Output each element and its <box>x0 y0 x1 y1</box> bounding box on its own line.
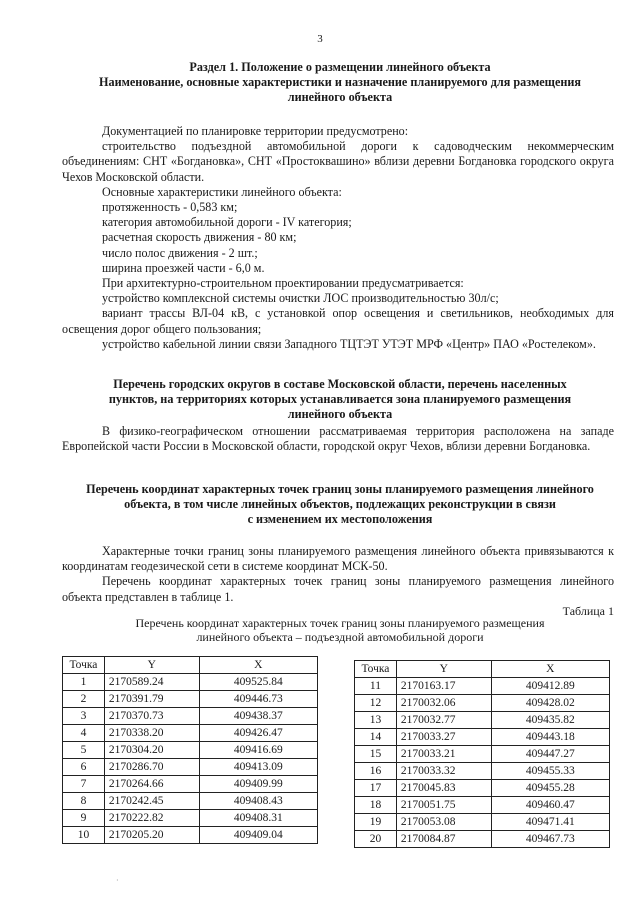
table-caption <box>70 616 610 644</box>
table-row <box>63 759 318 776</box>
point-cell: 2 <box>63 691 105 708</box>
point-cell: 9 <box>63 810 105 827</box>
table-row <box>63 674 318 691</box>
section-heading-line: Раздел 1. Положение о размещении линейного объекта <box>189 60 491 74</box>
characteristic-item: категория автомобильной дороги - IV категория; <box>102 215 352 230</box>
characteristic-item: расчетная скорость движения - 80 км; <box>102 230 297 245</box>
section-heading <box>70 60 610 105</box>
point-cell: 11 <box>355 678 397 695</box>
coordinates-table-left <box>62 656 318 844</box>
x-cell: 409408.31 <box>199 810 317 827</box>
design-title: При архитектурно-строительном проектировании предусматривается: <box>102 276 464 291</box>
table-caption-line: линейного объекта – подъездной автомобильной дороги <box>196 630 484 644</box>
table-row <box>63 708 318 725</box>
y-cell: 2170222.82 <box>104 810 199 827</box>
y-cell: 2170304.20 <box>104 742 199 759</box>
coords-paragraph: Перечень координат характерных точек границ зоны планируемого размещения линейного объекта представлен в таблице 1. <box>62 574 614 604</box>
point-cell: 15 <box>355 746 397 763</box>
coords-paragraph-block <box>62 544 614 605</box>
table-row <box>355 814 610 831</box>
point-cell: 5 <box>63 742 105 759</box>
point-cell: 14 <box>355 729 397 746</box>
y-cell: 2170286.70 <box>104 759 199 776</box>
characteristic-item: ширина проезжей части - 6,0 м. <box>102 260 265 275</box>
coords-paragraph: Характерные точки границ зоны планируемого размещения линейного объекта привязываются к координатам геодезической сети в системе координат МСК-50. <box>62 544 614 574</box>
y-cell: 2170205.20 <box>104 827 199 844</box>
x-cell: 409409.99 <box>199 776 317 793</box>
y-cell: 2170032.06 <box>396 695 491 712</box>
header-point: Точка <box>355 661 397 678</box>
x-cell: 409438.37 <box>199 708 317 725</box>
design-item: устройство комплексной системы очистки ЛОС производительностью 30л/с; <box>102 291 499 306</box>
coordinates-table-right <box>354 660 610 848</box>
x-cell: 409428.02 <box>491 695 609 712</box>
coords-heading-line: с изменением их местоположения <box>247 512 433 526</box>
table-row <box>63 810 318 827</box>
y-cell: 2170084.87 <box>396 831 491 848</box>
okrug-heading-line: линейного объекта <box>287 407 393 421</box>
x-cell: 409447.27 <box>491 746 609 763</box>
header-y: Y <box>104 657 199 674</box>
table-caption-line: Перечень координат характерных точек границ зоны планируемого размещения <box>135 616 545 630</box>
y-cell: 2170589.24 <box>104 674 199 691</box>
point-cell: 10 <box>63 827 105 844</box>
x-cell: 409443.18 <box>491 729 609 746</box>
y-cell: 2170051.75 <box>396 797 491 814</box>
characteristic-item: протяженность - 0,583 км; <box>102 200 238 215</box>
table-header-row <box>355 661 610 678</box>
y-cell: 2170033.21 <box>396 746 491 763</box>
y-cell: 2170391.79 <box>104 691 199 708</box>
characteristic-item: число полос движения - 2 шт.; <box>102 245 258 260</box>
table-row <box>63 776 318 793</box>
header-x: X <box>199 657 317 674</box>
table-row <box>63 691 318 708</box>
intro-block <box>62 124 614 352</box>
header-point: Точка <box>63 657 105 674</box>
x-cell: 409455.28 <box>491 780 609 797</box>
y-cell: 2170053.08 <box>396 814 491 831</box>
table-row <box>355 831 610 848</box>
x-cell: 409409.04 <box>199 827 317 844</box>
point-cell: 3 <box>63 708 105 725</box>
y-cell: 2170045.83 <box>396 780 491 797</box>
y-cell: 2170338.20 <box>104 725 199 742</box>
coords-heading-line: Перечень координат характерных точек границ зоны планируемого размещения линейного <box>86 482 594 496</box>
y-cell: 2170264.66 <box>104 776 199 793</box>
okrug-heading-line: Перечень городских округов в составе Московской области, перечень населенных <box>113 377 567 391</box>
design-item: устройство кабельной линии связи Западного ТЦТЭТ УТЭТ МРФ «Центр» ПАО «Ростелеком». <box>102 336 596 351</box>
characteristics-title: Основные характеристики линейного объекта: <box>102 184 342 199</box>
x-cell: 409413.09 <box>199 759 317 776</box>
table-row <box>355 712 610 729</box>
intro-line: Документацией по планировке территории предусмотрено: <box>102 124 409 138</box>
section-heading-line: линейного объекта <box>287 90 393 104</box>
y-cell: 2170033.27 <box>396 729 491 746</box>
x-cell: 409446.73 <box>199 691 317 708</box>
header-x: X <box>491 661 609 678</box>
y-cell: 2170032.77 <box>396 712 491 729</box>
point-cell: 7 <box>63 776 105 793</box>
x-cell: 409412.89 <box>491 678 609 695</box>
point-cell: 6 <box>63 759 105 776</box>
point-cell: 12 <box>355 695 397 712</box>
geo-paragraph-block <box>62 424 614 454</box>
point-cell: 1 <box>63 674 105 691</box>
x-cell: 409525.84 <box>199 674 317 691</box>
coords-heading <box>70 482 610 527</box>
point-cell: 19 <box>355 814 397 831</box>
table-row <box>355 678 610 695</box>
scan-mark: · <box>116 876 119 885</box>
point-cell: 17 <box>355 780 397 797</box>
table-row <box>63 725 318 742</box>
section-heading-line: Наименование, основные характеристики и назначение планируемого для размещения <box>99 75 581 89</box>
intro-paragraph: строительство подъездной автомобильной дороги к садоводческим некоммерческим объединениям: СНТ «Богдановка», СНТ «Простоквашино» вблизи деревни Богдановка городского округа Чехов Московской области. <box>62 139 614 184</box>
table-row <box>355 729 610 746</box>
y-cell: 2170370.73 <box>104 708 199 725</box>
table-row <box>355 763 610 780</box>
point-cell: 20 <box>355 831 397 848</box>
y-cell: 2170163.17 <box>396 678 491 695</box>
table-row <box>355 780 610 797</box>
y-cell: 2170033.32 <box>396 763 491 780</box>
coords-heading-line: объекта, в том числе линейных объектов, подлежащих реконструкции в связи <box>124 497 556 511</box>
table-row <box>355 797 610 814</box>
table-header-row <box>63 657 318 674</box>
okrug-heading <box>70 377 610 422</box>
x-cell: 409435.82 <box>491 712 609 729</box>
x-cell: 409426.47 <box>199 725 317 742</box>
x-cell: 409416.69 <box>199 742 317 759</box>
design-item: вариант трассы ВЛ-04 кВ, с установкой опор освещения и светильников, необходимых для освещения дорог общего пользования; <box>62 306 614 336</box>
header-y: Y <box>396 661 491 678</box>
y-cell: 2170242.45 <box>104 793 199 810</box>
table-row <box>355 746 610 763</box>
x-cell: 409455.33 <box>491 763 609 780</box>
table-row <box>63 793 318 810</box>
okrug-heading-line: пунктов, на территориях которых устанавливается зона планируемого размещения <box>108 392 572 406</box>
x-cell: 409467.73 <box>491 831 609 848</box>
point-cell: 4 <box>63 725 105 742</box>
table-row <box>63 742 318 759</box>
page-number: 3 <box>317 33 323 45</box>
geo-paragraph: В физико-географическом отношении рассматриваемая территория расположена на западе Европейской части России в Московской области, городской округ Чехов, вблизи деревни Богдановка. <box>62 424 614 454</box>
x-cell: 409471.41 <box>491 814 609 831</box>
point-cell: 18 <box>355 797 397 814</box>
x-cell: 409460.47 <box>491 797 609 814</box>
table-label: Таблица 1 <box>562 604 614 618</box>
point-cell: 16 <box>355 763 397 780</box>
point-cell: 8 <box>63 793 105 810</box>
table-row <box>355 695 610 712</box>
x-cell: 409408.43 <box>199 793 317 810</box>
point-cell: 13 <box>355 712 397 729</box>
table-row <box>63 827 318 844</box>
